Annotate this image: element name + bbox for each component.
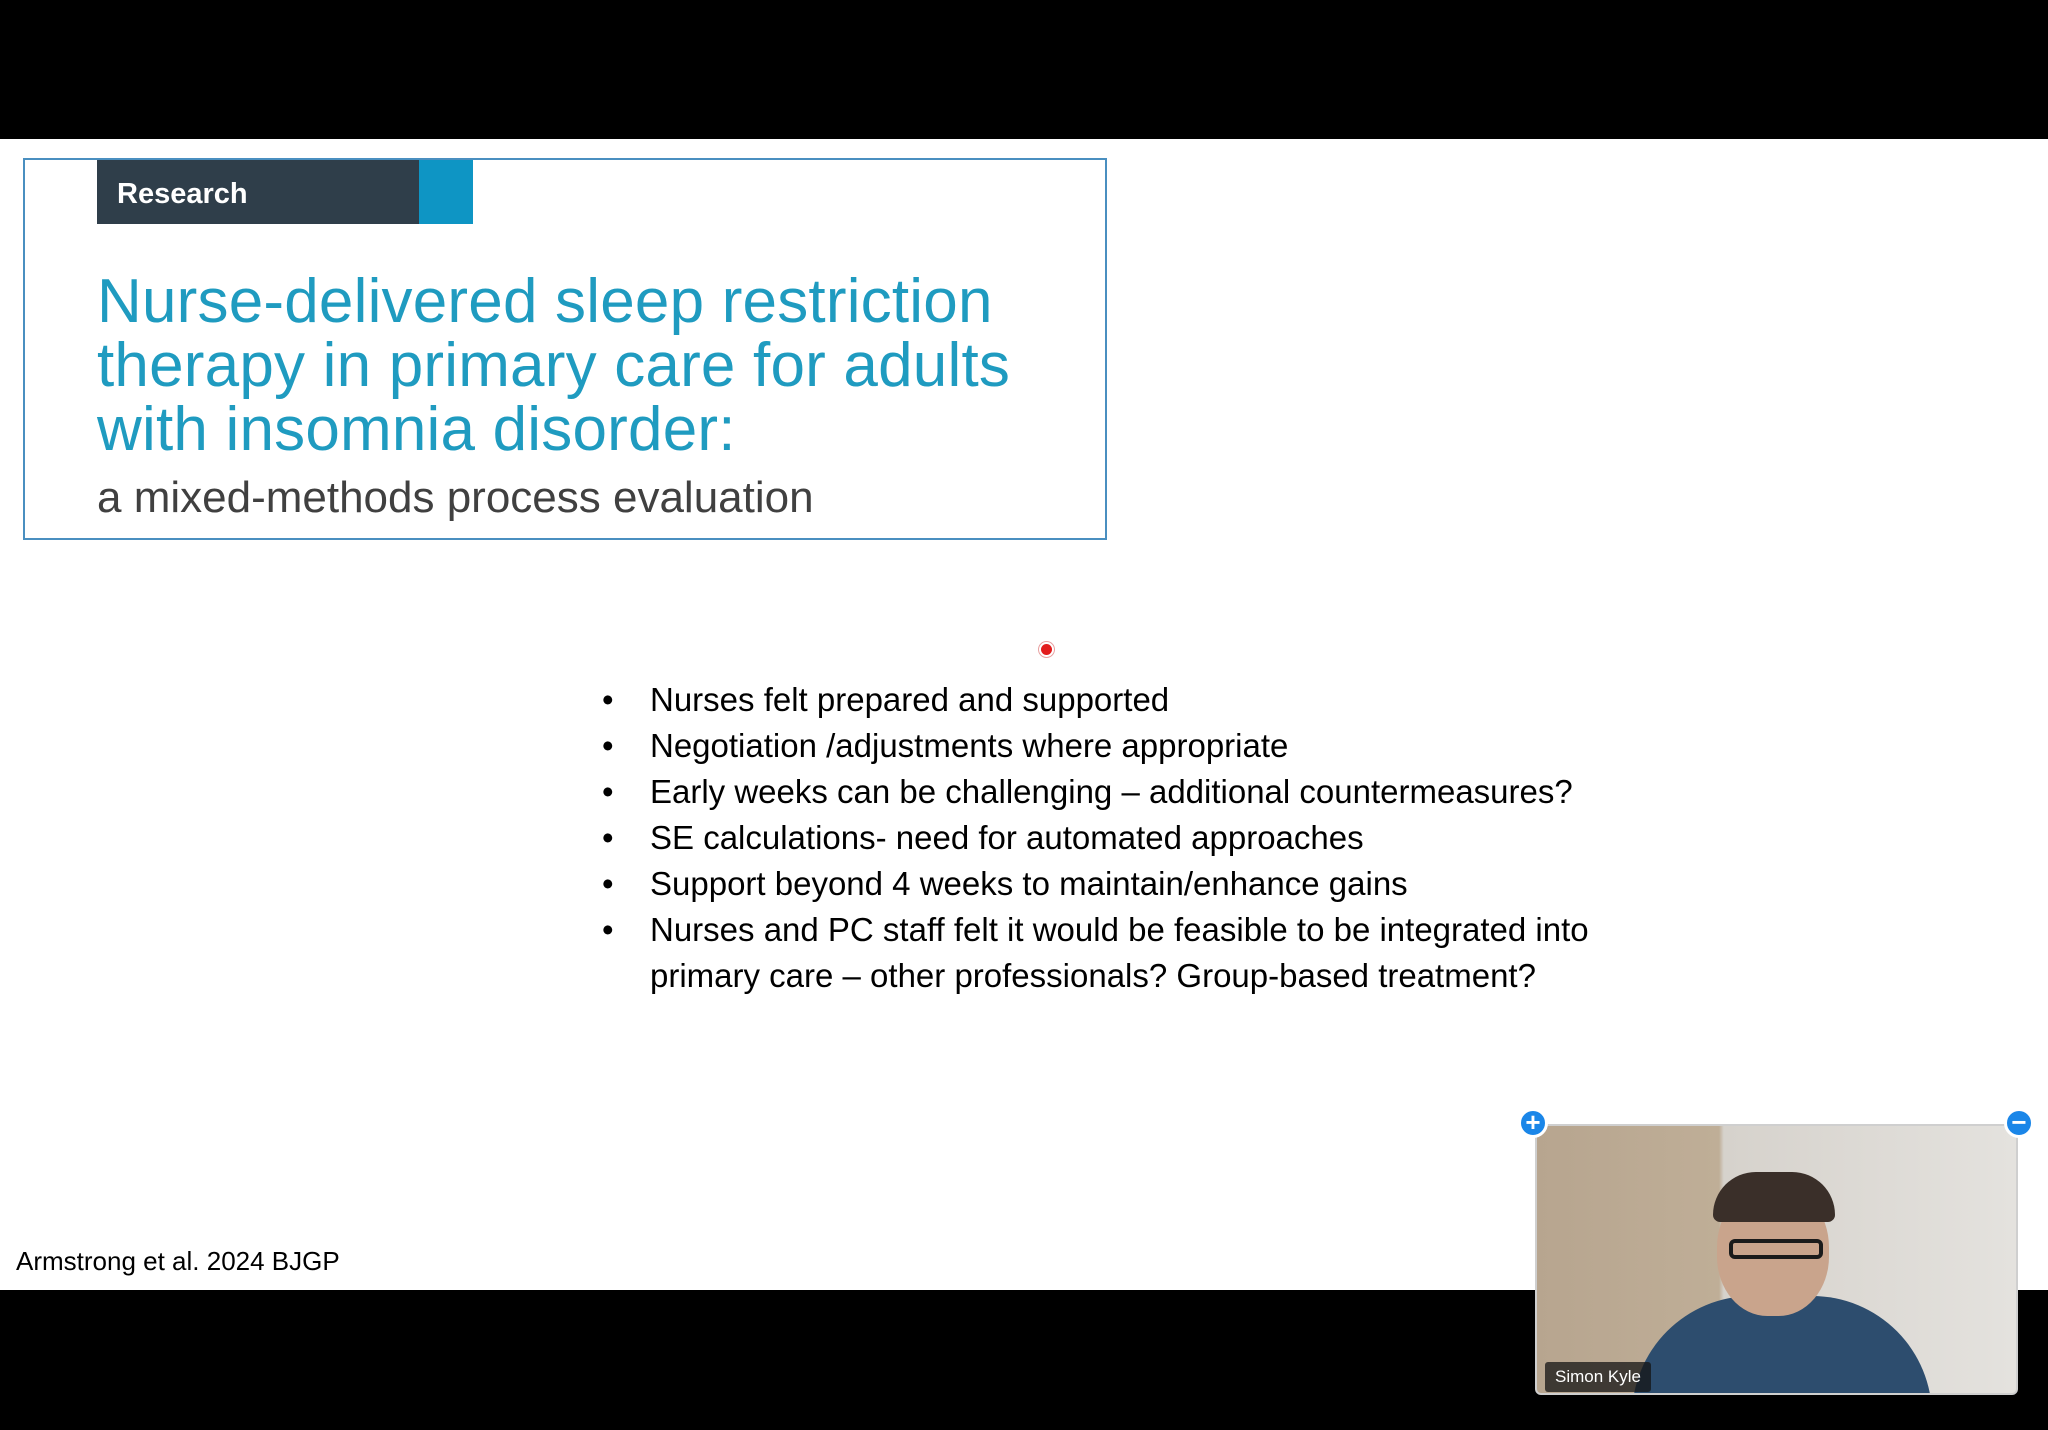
bullet-glyph: •	[602, 681, 614, 718]
bullet-list	[600, 677, 1700, 999]
participant-hair	[1713, 1172, 1835, 1222]
paper-subtitle: a mixed-methods process evaluation	[97, 473, 814, 522]
bullet-item: • Negotiation /adjustments where appropriate	[600, 723, 1700, 769]
plus-icon[interactable]: +	[1518, 1108, 1548, 1138]
bullet-glyph: •	[602, 865, 614, 902]
bullet-glyph: •	[602, 773, 614, 810]
paper-header-image	[23, 158, 1107, 540]
paper-title: Nurse-delivered sleep restriction therapy in primary care for adults with insomnia disorder:	[97, 267, 1011, 464]
bullet-item: • Early weeks can be challenging – additional countermeasures?	[600, 769, 1700, 815]
bullet-item: • Nurses felt prepared and supported	[600, 677, 1700, 723]
slide	[0, 139, 2048, 1290]
bullet-glyph: •	[602, 819, 614, 856]
citation: Armstrong et al. 2024 BJGP	[16, 1246, 340, 1276]
bullet-item: • Nurses and PC staff felt it would be feasible to be integrated into primary care – other professionals? Group-based treatment?	[600, 907, 1700, 999]
participant-name-label: Simon Kyle	[1545, 1362, 1651, 1392]
research-accent-block	[419, 160, 473, 224]
participant-video-tile[interactable]	[1535, 1124, 2018, 1395]
laser-pointer	[1041, 644, 1052, 655]
bullet-glyph: •	[602, 911, 614, 948]
participant-glasses	[1729, 1239, 1823, 1259]
bullet-item: • SE calculations- need for automated approaches	[600, 815, 1700, 861]
bullet-glyph: •	[602, 727, 614, 764]
bullet-item: • Support beyond 4 weeks to maintain/enhance gains	[600, 861, 1700, 907]
research-tab	[97, 160, 419, 224]
research-label: Research	[117, 178, 248, 210]
minus-icon[interactable]: −	[2004, 1108, 2034, 1138]
